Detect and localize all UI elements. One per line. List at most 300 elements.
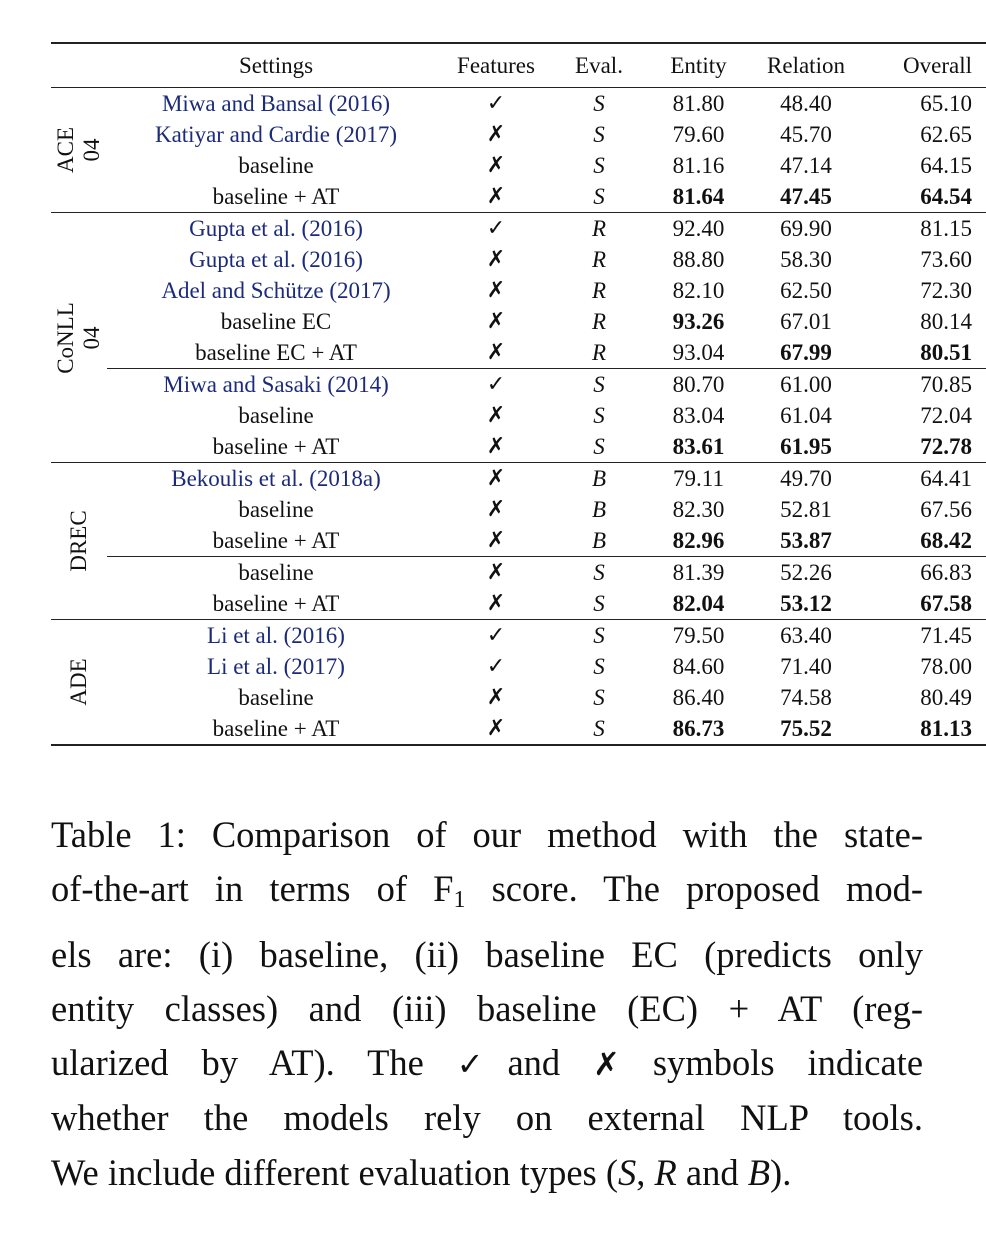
dataset-name-line: ACE [53, 127, 78, 173]
eval-type: B [591, 465, 607, 491]
overall-score: 80.51 [920, 339, 972, 365]
entity-cell [651, 400, 746, 431]
dataset-name-line: CoNLL [53, 301, 78, 374]
eval-cell [547, 463, 651, 495]
eval-type: S [593, 715, 605, 741]
dataset-name-line: DREC [66, 510, 91, 572]
eval-cell [547, 306, 651, 337]
eval-cell [547, 369, 651, 401]
features-cell [445, 682, 547, 713]
features-cell [445, 119, 547, 150]
overall-cell [866, 588, 986, 620]
entity-cell [651, 651, 746, 682]
overall-score: 64.15 [920, 152, 972, 178]
relation-cell [746, 275, 866, 306]
overall-cell [866, 557, 986, 589]
caption-line [51, 1036, 923, 1091]
eval-type: S [593, 684, 605, 710]
results-table-container [51, 42, 972, 746]
entity-cell [651, 150, 746, 181]
relation-cell [746, 463, 866, 495]
table-row [51, 713, 986, 745]
entity-score: 86.73 [672, 715, 725, 741]
overall-cell [866, 525, 986, 557]
overall-cell [866, 463, 986, 495]
dataset-group-label [51, 88, 107, 213]
entity-score: 82.04 [672, 590, 725, 616]
model-name: baseline [238, 559, 314, 585]
entity-score: 82.96 [672, 527, 725, 553]
entity-score: 83.61 [672, 433, 725, 459]
settings-cell [107, 682, 445, 713]
table-row [51, 150, 986, 181]
entity-score: 86.40 [672, 684, 725, 710]
caption-eval-b: B [747, 1151, 771, 1193]
settings-cell [107, 431, 445, 463]
eval-cell [547, 494, 651, 525]
settings-cell [107, 88, 445, 120]
model-name: baseline + AT [212, 433, 340, 459]
cross-icon: ✗ [593, 1045, 620, 1084]
table-row [51, 400, 986, 431]
eval-cell [547, 150, 651, 181]
entity-cell [651, 588, 746, 620]
citation-link: Gupta et al. (2016) [189, 246, 363, 272]
overall-score: 72.78 [920, 433, 972, 459]
caption-text: , [636, 1151, 655, 1193]
model-name: baseline EC [220, 308, 332, 334]
features-cell [445, 369, 547, 401]
entity-cell [651, 337, 746, 369]
settings-cell [107, 713, 445, 745]
header-relation: Relation [746, 43, 866, 88]
table-body [51, 88, 986, 746]
table-row [51, 588, 986, 620]
dataset-name-line: 04 [79, 138, 104, 162]
table-row [51, 682, 986, 713]
settings-cell [107, 400, 445, 431]
overall-cell [866, 181, 986, 213]
caption-line: whether the models rely on external NLP tools. [51, 1097, 923, 1139]
relation-score: 69.90 [780, 215, 832, 241]
table-row [51, 651, 986, 682]
features-cell [445, 400, 547, 431]
eval-type: S [593, 371, 605, 397]
model-name: baseline [238, 496, 314, 522]
entity-score: 79.11 [673, 465, 724, 491]
features-cell [445, 88, 547, 120]
cross-icon: ✗ [486, 466, 506, 491]
eval-type: S [593, 90, 605, 116]
relation-cell [746, 244, 866, 275]
settings-cell [107, 213, 445, 245]
overall-cell [866, 682, 986, 713]
eval-cell [547, 337, 651, 369]
entity-cell [651, 369, 746, 401]
relation-score: 63.40 [780, 622, 832, 648]
header-entity: Entity [651, 43, 746, 88]
citation-link: Li et al. (2016) [207, 622, 345, 648]
relation-cell [746, 557, 866, 589]
settings-cell [107, 150, 445, 181]
caption-subscript: 1 [453, 887, 466, 914]
citation-link: Miwa and Sasaki (2014) [163, 371, 389, 397]
caption-text: ). [770, 1151, 792, 1193]
relation-score: 62.50 [780, 277, 832, 303]
dataset-name [53, 127, 105, 173]
model-name: baseline + AT [212, 590, 340, 616]
dataset-name-line: 04 [79, 326, 104, 349]
cross-icon: ✗ [486, 122, 506, 147]
overall-cell [866, 337, 986, 369]
overall-score: 70.85 [920, 371, 972, 397]
eval-type: R [591, 339, 607, 365]
table-row [51, 431, 986, 463]
cross-icon: ✗ [486, 591, 506, 616]
overall-score: 62.65 [920, 121, 972, 147]
relation-cell [746, 651, 866, 682]
check-icon: ✓ [486, 654, 506, 679]
model-name: baseline [238, 152, 314, 178]
table-row [51, 494, 986, 525]
model-name: baseline EC + AT [195, 339, 357, 365]
settings-cell [107, 306, 445, 337]
entity-cell [651, 88, 746, 120]
cross-icon: ✗ [486, 497, 506, 522]
model-name: baseline [238, 402, 314, 428]
caption-line: els are: (i) baseline, (ii) baseline EC (predicts only [51, 933, 923, 975]
eval-type: S [593, 183, 605, 209]
caption-text: score. The proposed mod- [465, 868, 923, 910]
relation-score: 53.12 [780, 590, 832, 616]
overall-cell [866, 306, 986, 337]
overall-score: 65.10 [920, 90, 972, 116]
features-cell [445, 306, 547, 337]
relation-cell [746, 400, 866, 431]
overall-cell [866, 651, 986, 682]
relation-score: 67.99 [780, 339, 832, 365]
check-icon: ✓ [486, 623, 506, 648]
table-row [51, 557, 986, 589]
cross-icon: ✗ [486, 528, 506, 553]
entity-score: 81.80 [672, 90, 725, 116]
model-name: baseline + AT [212, 183, 340, 209]
features-cell [445, 213, 547, 245]
cross-icon: ✗ [486, 309, 506, 334]
relation-score: 61.04 [780, 402, 832, 428]
eval-type: R [591, 308, 607, 334]
features-cell [445, 275, 547, 306]
eval-cell [547, 119, 651, 150]
relation-cell [746, 181, 866, 213]
relation-cell [746, 150, 866, 181]
entity-cell [651, 557, 746, 589]
relation-score: 52.26 [780, 559, 832, 585]
overall-cell [866, 713, 986, 745]
eval-type: S [593, 121, 605, 147]
entity-cell [651, 119, 746, 150]
eval-cell [547, 713, 651, 745]
features-cell [445, 557, 547, 589]
overall-score: 80.14 [920, 308, 972, 334]
overall-cell [866, 213, 986, 245]
entity-cell [651, 181, 746, 213]
settings-cell [107, 337, 445, 369]
eval-type: R [591, 215, 607, 241]
overall-cell [866, 620, 986, 652]
entity-score: 84.60 [672, 653, 725, 679]
dataset-name [53, 302, 105, 374]
relation-score: 53.87 [780, 527, 832, 553]
cross-icon: ✗ [486, 340, 506, 365]
citation-link: Katiyar and Cardie (2017) [154, 121, 398, 147]
caption-eval-s: S [618, 1151, 637, 1193]
overall-cell [866, 431, 986, 463]
dataset-name [66, 510, 92, 571]
relation-score: 47.45 [780, 183, 832, 209]
overall-cell [866, 88, 986, 120]
check-icon: ✓ [486, 91, 506, 116]
caption-eval-r: R [654, 1151, 677, 1193]
overall-score: 68.42 [920, 527, 972, 553]
cross-icon: ✗ [486, 685, 506, 710]
entity-score: 93.26 [672, 308, 725, 334]
cross-icon: ✗ [486, 434, 506, 459]
entity-score: 81.39 [672, 559, 725, 585]
overall-cell [866, 244, 986, 275]
overall-score: 72.04 [920, 402, 972, 428]
overall-score: 67.56 [920, 496, 972, 522]
eval-cell [547, 588, 651, 620]
entity-score: 93.04 [672, 339, 725, 365]
model-name: baseline [238, 684, 314, 710]
entity-score: 82.30 [672, 496, 725, 522]
settings-cell [107, 620, 445, 652]
table-row [51, 525, 986, 557]
settings-cell [107, 557, 445, 589]
features-cell [445, 620, 547, 652]
cross-icon: ✗ [486, 716, 506, 741]
caption-text: of-the-art in terms of F [51, 868, 454, 910]
citation-link: Gupta et al. (2016) [189, 215, 363, 241]
eval-cell [547, 620, 651, 652]
eval-type: S [593, 152, 605, 178]
caption-text: We include different evaluation types ( [51, 1151, 618, 1193]
entity-score: 79.60 [672, 121, 725, 147]
table-row [51, 244, 986, 275]
table-row [51, 369, 986, 401]
relation-cell [746, 431, 866, 463]
cross-icon: ✗ [486, 403, 506, 428]
caption-line [51, 1146, 923, 1200]
settings-cell [107, 494, 445, 525]
relation-cell [746, 682, 866, 713]
entity-cell [651, 620, 746, 652]
eval-cell [547, 525, 651, 557]
overall-score: 66.83 [920, 559, 972, 585]
features-cell [445, 525, 547, 557]
overall-score: 71.45 [920, 622, 972, 648]
caption-line: entity classes) and (iii) baseline (EC) + AT (reg- [51, 987, 923, 1029]
eval-cell [547, 651, 651, 682]
relation-cell [746, 337, 866, 369]
header-settings: Settings [107, 43, 445, 88]
settings-cell [107, 463, 445, 495]
relation-score: 75.52 [780, 715, 832, 741]
eval-type: S [593, 402, 605, 428]
eval-cell [547, 275, 651, 306]
eval-cell [547, 244, 651, 275]
eval-type: S [593, 590, 605, 616]
relation-score: 74.58 [780, 684, 832, 710]
settings-cell [107, 119, 445, 150]
features-cell [445, 150, 547, 181]
features-cell [445, 244, 547, 275]
features-cell [445, 651, 547, 682]
table-header-row [51, 43, 986, 88]
features-cell [445, 337, 547, 369]
model-name: baseline + AT [212, 715, 340, 741]
eval-cell [547, 682, 651, 713]
table-row [51, 181, 986, 213]
relation-cell [746, 588, 866, 620]
cross-icon: ✗ [486, 153, 506, 178]
table-row [51, 119, 986, 150]
eval-cell [547, 557, 651, 589]
relation-cell [746, 88, 866, 120]
overall-cell [866, 275, 986, 306]
settings-cell [107, 525, 445, 557]
dataset-group-label [51, 620, 107, 746]
check-icon: ✓ [486, 216, 506, 241]
table-row [51, 306, 986, 337]
relation-cell [746, 306, 866, 337]
overall-score: 78.00 [920, 653, 972, 679]
dataset-name [66, 658, 92, 705]
features-cell [445, 588, 547, 620]
citation-link: Miwa and Bansal (2016) [161, 90, 391, 116]
relation-cell [746, 620, 866, 652]
entity-cell [651, 306, 746, 337]
table-row [51, 620, 986, 652]
cross-icon: ✗ [486, 278, 506, 303]
relation-score: 49.70 [780, 465, 832, 491]
eval-type: B [591, 496, 607, 522]
dataset-group-label [51, 213, 107, 463]
overall-score: 64.54 [920, 183, 972, 209]
overall-score: 81.13 [920, 715, 972, 741]
citation-link: Bekoulis et al. (2018a) [171, 465, 381, 491]
overall-score: 72.30 [920, 277, 972, 303]
relation-cell [746, 119, 866, 150]
eval-type: S [593, 433, 605, 459]
entity-score: 82.10 [672, 277, 725, 303]
overall-cell [866, 119, 986, 150]
overall-cell [866, 369, 986, 401]
entity-score: 83.04 [672, 402, 725, 428]
caption-text: and [676, 1151, 748, 1193]
eval-cell [547, 400, 651, 431]
features-cell [445, 431, 547, 463]
cross-icon: ✗ [486, 184, 506, 209]
caption-line: Table 1: Comparison of our method with the state- [51, 814, 923, 855]
overall-score: 73.60 [920, 246, 972, 272]
relation-score: 47.14 [780, 152, 832, 178]
entity-cell [651, 682, 746, 713]
eval-cell [547, 431, 651, 463]
eval-type: R [591, 277, 607, 303]
relation-cell [746, 213, 866, 245]
results-table [51, 42, 986, 746]
dataset-name-line: ADE [66, 658, 91, 706]
entity-score: 80.70 [672, 371, 725, 397]
entity-cell [651, 244, 746, 275]
entity-score: 92.40 [672, 215, 725, 241]
relation-cell [746, 713, 866, 745]
eval-cell [547, 213, 651, 245]
eval-type: S [593, 622, 605, 648]
settings-cell [107, 275, 445, 306]
cross-icon: ✗ [486, 247, 506, 272]
citation-link: Li et al. (2017) [207, 653, 345, 679]
relation-score: 71.40 [780, 653, 832, 679]
overall-score: 64.41 [920, 465, 972, 491]
header-eval: Eval. [547, 43, 651, 88]
header-group [51, 43, 107, 88]
overall-score: 81.15 [920, 215, 972, 241]
entity-cell [651, 463, 746, 495]
relation-score: 45.70 [780, 121, 832, 147]
table-row [51, 275, 986, 306]
features-cell [445, 713, 547, 745]
entity-cell [651, 431, 746, 463]
features-cell [445, 463, 547, 495]
table-row [51, 337, 986, 369]
entity-cell [651, 713, 746, 745]
relation-score: 48.40 [780, 90, 832, 116]
dataset-group-label [51, 463, 107, 620]
overall-cell [866, 150, 986, 181]
caption-text: symbols indicate [619, 1042, 924, 1084]
overall-score: 80.49 [920, 684, 972, 710]
entity-score: 79.50 [672, 622, 725, 648]
cross-icon: ✗ [486, 560, 506, 585]
settings-cell [107, 651, 445, 682]
caption-text: ularized by AT). The [51, 1042, 457, 1084]
entity-score: 88.80 [672, 246, 725, 272]
settings-cell [107, 244, 445, 275]
settings-cell [107, 369, 445, 401]
relation-score: 67.01 [780, 308, 832, 334]
table-row [51, 213, 986, 245]
relation-cell [746, 494, 866, 525]
header-overall: Overall [866, 43, 986, 88]
entity-cell [651, 213, 746, 245]
entity-cell [651, 525, 746, 557]
eval-cell [547, 88, 651, 120]
entity-cell [651, 494, 746, 525]
eval-type: R [591, 246, 607, 272]
settings-cell [107, 588, 445, 620]
relation-score: 61.95 [780, 433, 832, 459]
relation-score: 52.81 [780, 496, 832, 522]
relation-score: 58.30 [780, 246, 832, 272]
entity-score: 81.16 [672, 152, 725, 178]
model-name: baseline + AT [212, 527, 340, 553]
overall-cell [866, 400, 986, 431]
overall-score: 67.58 [920, 590, 972, 616]
features-cell [445, 494, 547, 525]
